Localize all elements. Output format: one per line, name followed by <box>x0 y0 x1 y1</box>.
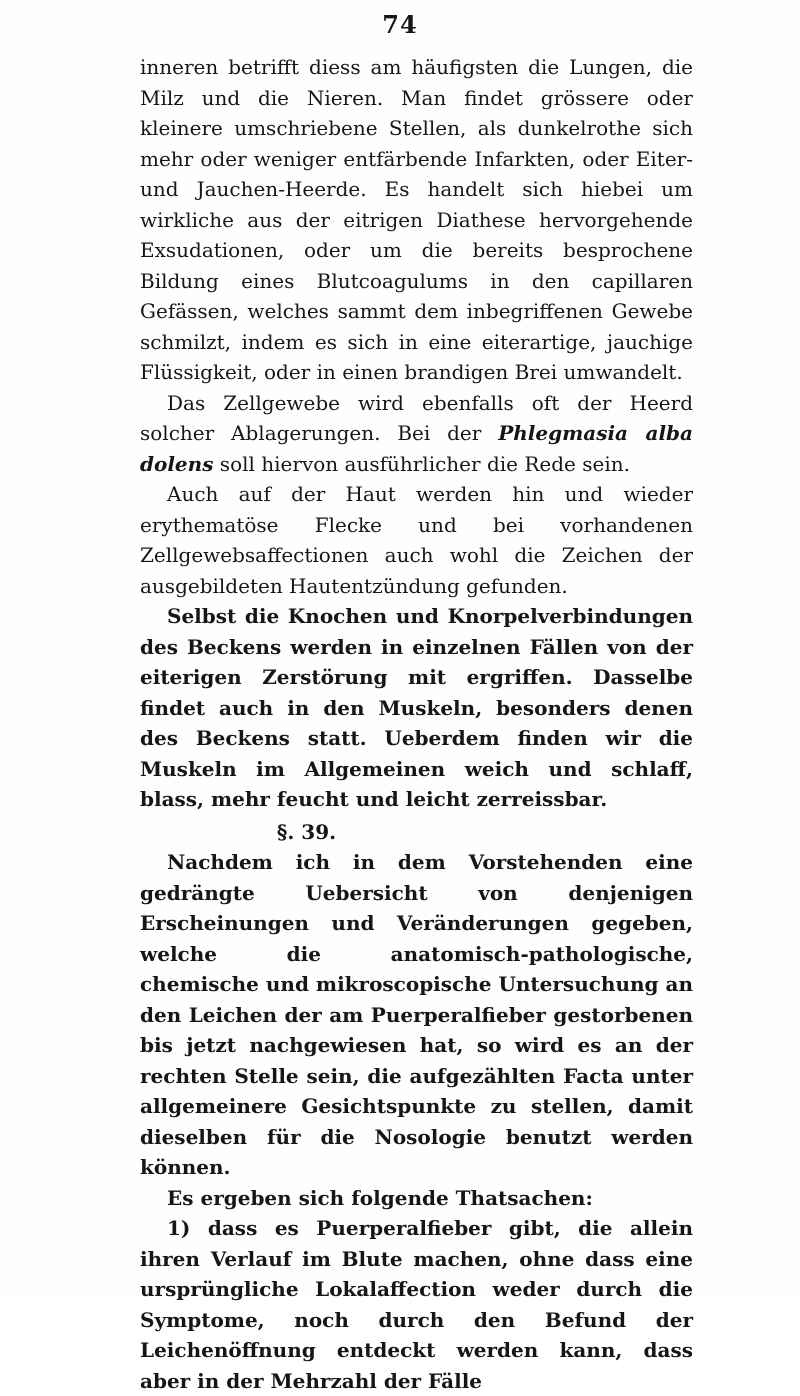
emphasis-term: Phlegmasia alba dolens <box>140 421 693 476</box>
body-text <box>140 52 693 1396</box>
paragraph-text: soll hiervon ausführlicher die Rede sein. <box>213 451 630 476</box>
page-number: 74 <box>382 10 418 39</box>
paragraph-text: Das Zellgewebe wird ebenfalls oft der Heerd solcher Ablagerungen. Bei der <box>140 390 693 445</box>
section-heading: §. 39. <box>276 819 337 844</box>
paragraph-facts-intro: Es ergeben sich folgende Thatsachen: <box>167 1185 593 1210</box>
paragraph-skin: Auch auf der Haut werden hin und wieder erythematöse Flecke und bei vorhandenen Zellgewebsaffectionen auch wohl die Zeichen der ausgebildeten Hautentzündung gefunden. <box>140 482 693 598</box>
paragraph-cellular-tissue <box>140 388 693 480</box>
paragraph-overview: Nachdem ich in dem Vorstehenden eine gedrängte Uebersicht von denjenigen Erscheinungen und Veränderungen gegeben, welche die anatomisch-pathologische, chemische und mikroscopische Untersuchung an den Leichen der am Puerperalfieber gestorbenen bis jetzt nachgewiesen hat, so wird es an der rechten Stelle sein, die aufgezählten Facta unter allgemeinere Gesichtspunkte zu stellen, damit dieselben für die Nosologie benutzt werden können. <box>140 850 693 1179</box>
paragraph-infarcts: inneren betrifft diess am häufigsten die Lungen, die Milz und die Nieren. Man findet grössere oder kleinere umschriebene Stellen, als dunkelrothe sich mehr oder weniger entfärbende Infarkten, oder Eiter- und Jauchen-Heerde. Es handelt sich hiebei um wirkliche aus der eitrigen Diathese hervorgehende Exsudationen, oder um die bereits besprochene Bildung eines Blutcoagulums in den capillaren Gefässen, welches sammt dem inbegriffenen Gewebe schmilzt, indem es sich in eine eiterartige, jauchige Flüssigkeit, oder in einen brandigen Brei umwandelt. <box>140 55 693 384</box>
paragraph-bones-muscles: Selbst die Knochen und Knorpelverbindungen des Beckens werden in einzelnen Fällen von der eiterigen Zerstörung mit ergriffen. Dasselbe findet auch in den Muskeln, besonders denen des Beckens statt. Ueberdem finden wir die Muskeln im Allgemeinen weich und schlaff, blass, mehr feucht und leicht zerreissbar. <box>140 604 693 811</box>
paragraph-fact-1: 1) dass es Puerperalfieber gibt, die allein ihren Verlauf im Blute machen, ohne dass eine ursprüngliche Lokalaffection weder durch die Symptome, noch durch den Befund der Leichenöffnung entdeckt werden kann, dass aber in der Mehrzahl der Fälle <box>140 1216 693 1393</box>
